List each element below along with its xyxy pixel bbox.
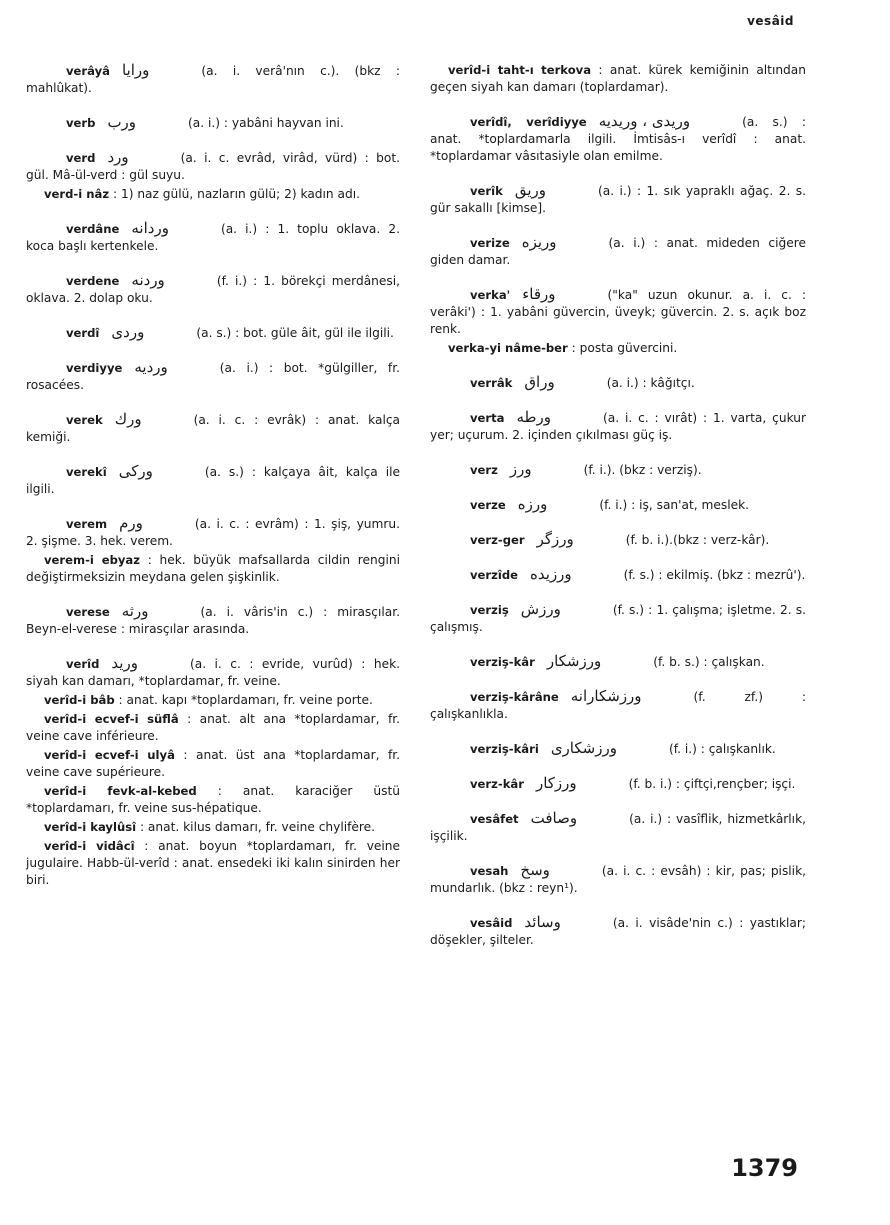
dictionary-entry: [26, 62, 400, 97]
dictionary-entry: [430, 496, 806, 514]
entry-definition: (a. i.) : bot. *gülgiller, fr. rosacées.: [26, 361, 400, 392]
dictionary-entry: [430, 461, 806, 479]
entry-definition: (a. i. visâde'nin c.) : yastıklar; döşekler, şilteler.: [430, 916, 806, 947]
dictionary-entry: [26, 411, 400, 446]
entry-arabic-script: وراق: [524, 373, 555, 391]
dictionary-entry: [430, 914, 806, 949]
entry-arabic-script: ورب: [107, 113, 137, 131]
entry-arabic-script: ورديه: [134, 358, 168, 376]
entry-arabic-script: ورزشكارى: [550, 739, 617, 757]
dictionary-entry: [26, 272, 400, 307]
entry-definition: (f. s.) : ekilmiş. (bkz : mezrû').: [623, 568, 806, 582]
entry-headword: verize: [470, 236, 510, 250]
dictionary-entry: [430, 810, 806, 845]
entry-arabic-script: ورزه: [517, 495, 548, 513]
entry-definition: (a. i.) : 1. sık yapraklı ağaç. 2. s. gür sakallı [kimse].: [430, 184, 806, 215]
entry-headword: verd: [66, 151, 96, 165]
entry-arabic-script: ورزشكار: [546, 652, 602, 670]
entry-definition: (f. s.) : 1. çalışma; işletme. 2. s. çalışmış.: [430, 603, 806, 634]
dictionary-entry: [26, 324, 400, 342]
entry-headword: verziş-kâri: [470, 742, 539, 756]
entry-headword: verka': [470, 288, 511, 302]
entry-definition: (f. i.) : 1. börekçi merdânesi, oklava. 2. dolap oku.: [26, 274, 400, 305]
entry-headword: verrâk: [470, 376, 513, 390]
entry-arabic-script: وريد: [111, 654, 138, 672]
entry-definition: (a. i.) : vasîflik, hizmetkârlık, işçilik.: [430, 812, 806, 843]
dictionary-entry: [26, 515, 400, 550]
entry-headword: verb: [66, 116, 96, 130]
entry-headword: verîdî, verîdiyye: [470, 115, 587, 129]
entry-definition: (a. i. vâris'in c.) : mirasçılar. Beyn-el-verese : mirasçılar arasında.: [26, 605, 400, 636]
entry-definition: (a. s.) : bot. güle âit, gül ile ilgili.: [196, 326, 394, 340]
entry-headword: vesâid: [470, 916, 513, 930]
entry-arabic-script: وسخ: [520, 861, 550, 879]
entry-arabic-script: وريق: [514, 181, 546, 199]
entry-definition: : anat. kilus damarı, fr. veine chylifère.: [139, 820, 376, 834]
entry-arabic-script: وردى: [111, 323, 145, 341]
entry-headword: verîk: [470, 184, 503, 198]
entry-definition: : anat. üst ana *toplardamar, fr. veine cave supérieure.: [26, 748, 400, 779]
entry-headword: verîd: [66, 657, 100, 671]
entry-headword: verdî: [66, 326, 100, 340]
entry-definition: (a. i.) : yabâni hayvan ini.: [188, 116, 344, 130]
entry-headword: verâyâ: [66, 64, 110, 78]
entry-definition: : posta güvercini.: [571, 341, 678, 355]
entry-headword: verdâne: [66, 222, 120, 236]
dictionary-entry: [430, 531, 806, 549]
dictionary-entry: [430, 601, 806, 636]
dictionary-entry: [430, 374, 806, 392]
entry-arabic-script: ورد: [107, 148, 129, 166]
entry-headword: verdiyye: [66, 361, 123, 375]
dictionary-entry: [430, 409, 806, 444]
dictionary-entry: [26, 220, 400, 255]
entry-definition: : 1) naz gülü, nazların gülü; 2) kadın adı.: [112, 187, 360, 201]
entry-arabic-script: ورم: [119, 514, 143, 532]
entry-definition: (a. i.) : anat. mideden ciğere giden damar.: [430, 236, 806, 267]
entry-definition: (a. i. c. evrâd, virâd, vürd) : bot. gül. Mâ-ül-verd : gül suyu.: [26, 151, 400, 182]
entry-arabic-script: ورثه: [121, 602, 149, 620]
entry-headword: verîd-i vidâcî: [44, 839, 135, 853]
entry-arabic-script: ورزش: [520, 600, 561, 618]
entry-definition: (a. i. c. : evride, vurûd) : hek. siyah kan damarı, *toplardamar, fr. veine.: [26, 657, 400, 688]
entry-headword: verem-i ebyaz: [44, 553, 140, 567]
entry-headword: verzîde: [470, 568, 519, 582]
entry-headword: verdene: [66, 274, 120, 288]
entry-headword: verîd-i ecvef-i süflâ: [44, 712, 179, 726]
entry-headword: verîd-i bâb: [44, 693, 115, 707]
entry-headword: verek: [66, 413, 103, 427]
dictionary-entry: [26, 114, 400, 132]
entry-definition: : anat. alt ana *toplardamar, fr. veine cave inférieure.: [26, 712, 401, 743]
entry-arabic-script: وردنه: [131, 271, 165, 289]
entry-definition: (a. i. c. : evrâk) : anat. kalça kemiği.: [26, 413, 400, 444]
dictionary-entry: [430, 688, 806, 723]
entry-arabic-script: وركى: [118, 462, 153, 480]
dictionary-entry: [26, 819, 400, 836]
entry-headword: verziş-kâr: [470, 655, 535, 669]
entry-arabic-script: ورزكار: [535, 774, 577, 792]
dictionary-entry: [26, 552, 400, 586]
entry-headword: verd-i nâz: [44, 187, 110, 201]
entry-definition: (f. i.). (bkz : verziş).: [583, 463, 702, 477]
entry-arabic-script: ورز: [509, 460, 532, 478]
dictionary-entry: [430, 775, 806, 793]
dictionary-entry: [430, 740, 806, 758]
entry-definition: (f. zf.) : çalışkanlıkla.: [430, 690, 806, 721]
entry-definition: (f. i.) : iş, san'at, meslek.: [599, 498, 750, 512]
dictionary-entry: [26, 783, 400, 817]
dictionary-entry: [26, 149, 400, 184]
entry-arabic-script: وصافت: [530, 809, 578, 827]
entry-arabic-script: ورطه: [516, 408, 551, 426]
entry-definition: (f. b. s.) : çalışkan.: [653, 655, 765, 669]
dictionary-entry: [26, 186, 400, 203]
dictionary-entry: [26, 747, 400, 781]
entry-definition: (a. i. c. : vırât) : 1. varta, çukur yer; uçurum. 2. içinden çıkılması güç iş.: [430, 411, 806, 442]
entry-headword: verziş: [470, 603, 509, 617]
left-column: [26, 60, 400, 889]
entry-definition: : anat. karaciğer üstü *toplardamarı, fr. veine sus-hépatique.: [26, 784, 400, 815]
entry-definition: : anat. kapı *toplardamarı, fr. veine porte.: [118, 693, 373, 707]
dictionary-entry: [430, 653, 806, 671]
entry-definition: (f. b. i.).(bkz : verz-kâr).: [625, 533, 770, 547]
entry-headword: verka-yi nâme-ber: [448, 341, 568, 355]
entry-arabic-script: وردانه: [131, 219, 169, 237]
entry-arabic-script: ورزشكارانه: [570, 687, 642, 705]
entry-definition: : hek. büyük mafsallarda cildin rengini değiştirmeksizin meydana gelen şişkinlik.: [26, 553, 400, 584]
dictionary-entry: [26, 359, 400, 394]
dictionary-entry: [430, 286, 806, 338]
entry-definition: : anat. kürek kemiğinin altından geçen siyah kan damarı (toplardamar).: [430, 63, 806, 94]
entry-definition: (a. i. verâ'nın c.). (bkz : mahlûkat).: [26, 64, 400, 95]
entry-headword: verîd-i ecvef-i ulyâ: [44, 748, 175, 762]
entry-headword: verziş-kârâne: [470, 690, 559, 704]
entry-arabic-script: ورك: [114, 410, 142, 428]
entry-definition: (f. b. i.) : çiftçi,rençber; işçi.: [628, 777, 796, 791]
entry-definition: : anat. boyun *toplardamarı, fr. veine jugulaire. Habb-ül-verîd : anat. ensedeki iki kalın sinirden her biri.: [26, 839, 401, 887]
dictionary-entry: [26, 655, 400, 690]
dictionary-entry: [430, 62, 806, 96]
entry-arabic-script: ورقاء: [522, 285, 556, 303]
dictionary-entry: [430, 113, 806, 165]
entry-arabic-script: ورايا: [122, 61, 150, 79]
entry-definition: (a. i. c. : evrâm) : 1. şiş, yumru. 2. şişme. 3. hek. verem.: [26, 517, 400, 548]
dictionary-entry: [430, 566, 806, 584]
dictionary-entry: [26, 711, 400, 745]
entry-headword: verekî: [66, 465, 107, 479]
entry-definition: ("ka" uzun okunur. a. i. c. : verâki') : 1. yabâni güvercin, üveyk; güvercin. 2. s. açık boz renk.: [430, 288, 806, 336]
entry-headword: verze: [470, 498, 506, 512]
entry-arabic-script: ورزگر: [536, 530, 574, 548]
entry-arabic-script: وريزه: [521, 233, 557, 251]
page-number: 1379: [731, 1154, 798, 1182]
entry-headword: verem: [66, 517, 108, 531]
dictionary-entry: [26, 838, 400, 889]
entry-headword: vesâfet: [470, 812, 519, 826]
entry-headword: verîd-i kaylûsî: [44, 820, 137, 834]
entry-definition: (f. i.) : çalışkanlık.: [668, 742, 776, 756]
dictionary-entry: [26, 603, 400, 638]
dictionary-entry: [430, 182, 806, 217]
entry-headword: verz-ger: [470, 533, 525, 547]
entry-headword: verese: [66, 605, 110, 619]
entry-arabic-script: وسائد: [524, 913, 561, 931]
entry-definition: (a. s.) : kalçaya âit, kalça ile ilgili.: [26, 465, 400, 496]
right-column: [430, 60, 806, 949]
running-head: vesâid: [747, 14, 794, 28]
entry-definition: (a. i. c. : evsâh) : kir, pas; pislik, mundarlık. (bkz : reyn¹).: [430, 864, 806, 895]
entry-headword: vesah: [470, 864, 509, 878]
dictionary-entry: [430, 862, 806, 897]
dictionary-entry: [26, 692, 400, 709]
entry-arabic-script: ورزيده: [530, 565, 572, 583]
entry-headword: verz: [470, 463, 498, 477]
dictionary-entry: [26, 463, 400, 498]
entry-headword: verîd-i taht-ı terkova: [448, 63, 592, 77]
entry-arabic-script: وريدى ، وريديه: [598, 112, 691, 130]
entry-headword: verta: [470, 411, 505, 425]
entry-headword: verz-kâr: [470, 777, 524, 791]
entry-headword: verîd-i fevk-al-kebed: [44, 784, 197, 798]
entry-definition: (a. i.) : kâğıtçı.: [606, 376, 695, 390]
entry-definition: (a. i.) : 1. toplu oklava. 2. koca başlı kertenkele.: [26, 222, 400, 253]
entry-definition: (a. s.) : anat. *toplardamarla ilgili. İmtisâs-ı verîdî : anat. *toplardamar vâsıtasiyle olan emilme.: [430, 115, 806, 163]
dictionary-entry: [430, 234, 806, 269]
dictionary-entry: [430, 340, 806, 357]
